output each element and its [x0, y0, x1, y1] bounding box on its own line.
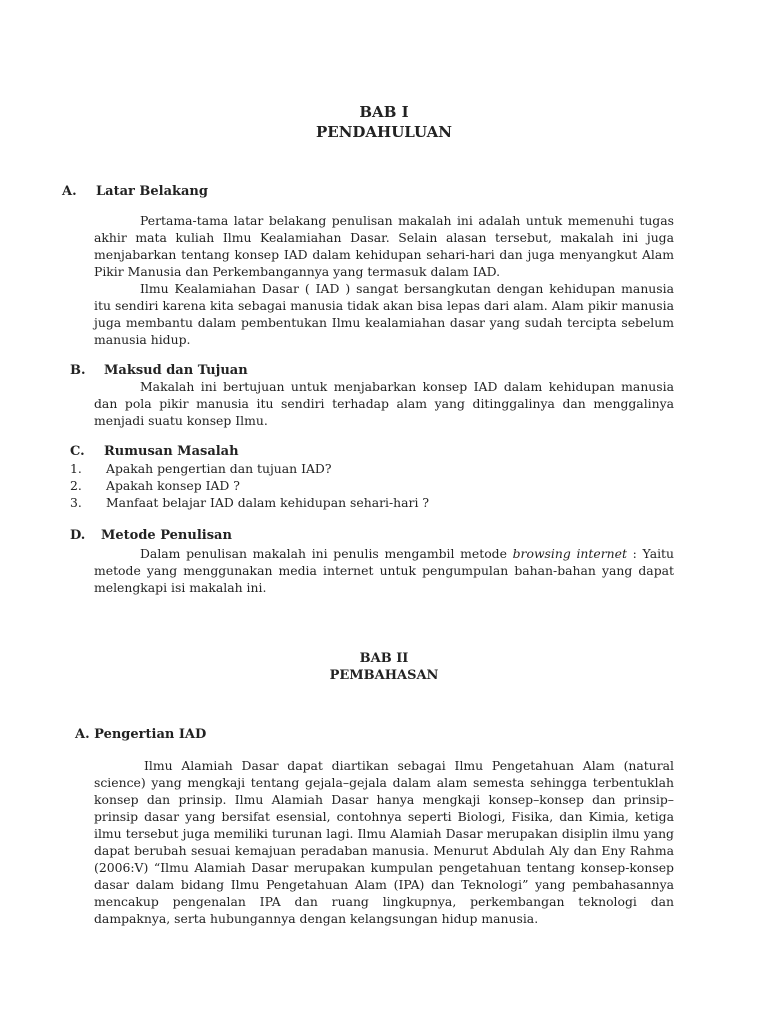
list-item-number: 3. — [70, 495, 82, 510]
section-d-paragraph-before: Dalam penulisan makalah ini penulis mengambil metode — [140, 546, 507, 561]
chapter-1-title: BAB I — [359, 103, 409, 121]
section-2a-heading: A. Pengertian IAD — [75, 727, 207, 742]
section-a-paragraph-2-text: Ilmu Kealamiahan Dasar ( IAD ) sangat bersangkutan dengan kehidupan manusia itu sendiri karena kita sebagai manusia tidak akan bisa lepas dari alam. Alam pikir manusia juga membantu dalam pembentukan Ilmu kealamiahan dasar yang sudah tercipta sebelum manusia hidup. — [94, 281, 674, 347]
section-2a-paragraph — [94, 757, 674, 927]
section-c-title: Rumusan Masalah — [104, 444, 239, 459]
chapter-2-subtitle: PEMBAHASAN — [329, 668, 439, 683]
section-d-paragraph-after: : Yaitu metode yang menggunakan media internet untuk pengumpulan bahan-bahan yang dapat melengkapi isi makalah ini. — [94, 546, 675, 595]
section-a-letter: A. — [62, 184, 77, 199]
section-b-letter: B. — [70, 363, 86, 378]
section-a-paragraph-1-text: Pertama-tama latar belakang penulisan makalah ini adalah untuk memenuhi tugas akhir mata kuliah Ilmu Kealamiahan Dasar. Selain alasan tersebut, makalah ini juga menjabarkan tentang konsep IAD dalam kehidupan sehari-hari dan juga menyangkut Alam Pikir Manusia dan Perkembangannya yang termasuk dalam IAD. — [94, 213, 674, 279]
list-item-text: Manfaat belajar IAD dalam kehidupan sehari-hari ? — [106, 495, 430, 510]
section-b-heading — [70, 362, 248, 379]
list-item-number: 1. — [70, 461, 82, 476]
section-d-letter: D. — [70, 528, 86, 543]
section-d-paragraph-italic: browsing internet — [512, 546, 627, 561]
section-a-title: Latar Belakang — [96, 184, 208, 199]
section-d-heading — [70, 527, 232, 544]
list-item — [70, 477, 630, 494]
section-c-letter: C. — [70, 444, 85, 459]
list-item — [70, 494, 630, 511]
chapter-1-subtitle: PENDAHULUAN — [315, 123, 453, 141]
list-item-text: Apakah konsep IAD ? — [106, 478, 240, 493]
section-2a-paragraph-text: Ilmu Alamiah Dasar dapat diartikan sebagai Ilmu Pengetahuan Alam (natural science) yang mengkaji tentang gejala–gejala dalam alam semesta sehingga terbentuklah konsep dan prinsip. Ilmu Alamiah Dasar hanya mengkaji konsep–konsep dan prinsip–prinsip dasar yang bersifat esensial, contohnya seperti Biologi, Fisika, dan Kimia, ketiga ilmu tersebut juga memiliki turunan lagi. Ilmu Alamiah Dasar merupakan disiplin ilmu yang dapat berubah sesuai kemajuan peradaban manusia. Menurut Abdulah Aly dan Eny Rahma (2006:V) “Ilmu Alamiah Dasar merupakan kumpulan pengetahuan tentang konsep-konsep dasar dalam bidang Ilmu Pengetahuan Alam (IPA) dan Teknologi” yang pembahasannya mencakup pengenalan IPA dan ruang lingkupnya, perkembangan teknologi dan dampaknya, serta hubungannya dengan kelangsungan hidup manusia. — [94, 758, 674, 926]
section-d-paragraph — [94, 545, 674, 596]
section-a-paragraph-2 — [94, 280, 674, 348]
list-item — [70, 460, 630, 477]
section-a-heading — [62, 183, 208, 200]
list-item-number: 2. — [70, 478, 82, 493]
chapter-2-title: BAB II — [359, 651, 409, 666]
section-b-paragraph-text: Makalah ini bertujuan untuk menjabarkan konsep IAD dalam kehidupan manusia dan pola pikir manusia itu sendiri terhadap alam yang ditinggalinya dan menggalinya menjadi suatu konsep Ilmu. — [94, 379, 674, 428]
section-c-heading — [70, 443, 239, 460]
section-b-title: Maksud dan Tujuan — [104, 363, 248, 378]
section-d-title: Metode Penulisan — [101, 528, 232, 543]
section-b-paragraph — [94, 378, 674, 429]
list-item-text: Apakah pengertian dan tujuan IAD? — [106, 461, 332, 476]
section-a-paragraph-1 — [94, 212, 674, 280]
